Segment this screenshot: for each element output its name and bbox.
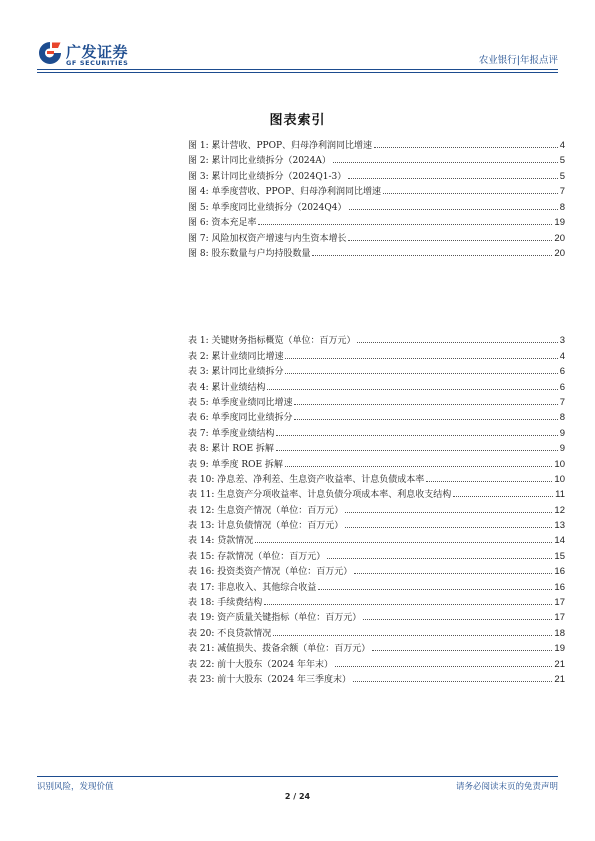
report-type-label: 农业银行|年报点评 xyxy=(478,55,558,66)
figure-entry-label: 图 7: 风险加权资产增速与内生资本增长 xyxy=(188,233,347,244)
table-entry-page: 21 xyxy=(554,673,565,685)
table-entry[interactable] xyxy=(188,439,565,454)
table-entry[interactable] xyxy=(188,408,565,423)
footer-disclaimer: 请务必阅读末页的免责声明 xyxy=(455,782,558,792)
table-entry[interactable] xyxy=(188,608,565,623)
figure-entry[interactable] xyxy=(188,197,565,213)
table-entry-page: 13 xyxy=(554,520,565,532)
table-entry-page: 16 xyxy=(554,581,565,593)
table-entry[interactable] xyxy=(188,670,565,685)
table-entry-page: 18 xyxy=(554,627,565,639)
table-entry[interactable] xyxy=(188,531,565,546)
dot-leader xyxy=(374,147,558,148)
table-entry-label: 表 19: 资产质量关键指标（单位：百万元） xyxy=(188,613,362,624)
table-entry-label: 表 5: 单季度业绩同比增速 xyxy=(188,397,293,408)
figure-entry-page: 20 xyxy=(554,248,565,259)
table-entry[interactable] xyxy=(188,562,565,577)
table-entry[interactable] xyxy=(188,485,565,500)
figure-entry[interactable] xyxy=(188,244,565,260)
table-entry-label: 表 15: 存款情况（单位：百万元） xyxy=(188,551,326,562)
dot-leader xyxy=(294,419,557,420)
dot-leader xyxy=(285,466,552,467)
page-title: 图表索引 xyxy=(269,113,326,128)
table-entry-label: 表 20: 不良贷款情况 xyxy=(188,628,272,639)
table-entry-label: 表 4: 累计业绩结构 xyxy=(188,382,266,393)
table-entry[interactable] xyxy=(188,500,565,515)
table-entry[interactable] xyxy=(188,377,565,392)
dot-leader xyxy=(357,342,557,343)
table-entry[interactable] xyxy=(188,516,565,531)
dot-leader xyxy=(276,435,557,436)
dot-leader xyxy=(267,389,557,390)
figure-entry-label: 图 3: 累计同比业绩拆分（2024Q1-3） xyxy=(188,171,347,182)
table-entry-page: 10 xyxy=(554,458,565,470)
dot-leader xyxy=(312,255,552,256)
table-entry-page: 16 xyxy=(554,566,565,578)
table-entry-page: 7 xyxy=(559,396,565,408)
table-entry-label: 表 10: 净息差、净利差、生息资产收益率、计息负债成本率 xyxy=(188,474,425,485)
figure-entry[interactable] xyxy=(188,166,565,182)
table-entry[interactable] xyxy=(188,639,565,654)
table-index xyxy=(188,331,565,685)
dot-leader xyxy=(363,619,552,620)
table-entry-page: 9 xyxy=(559,443,565,455)
table-entry-page: 10 xyxy=(554,473,565,485)
figure-entry-label: 图 4: 单季度营收、PPOP、归母净利润同比增速 xyxy=(188,187,382,197)
gf-logo-icon xyxy=(37,40,63,66)
figure-index xyxy=(188,135,565,259)
table-entry-label: 表 17: 非息收入、其他综合收益 xyxy=(188,582,317,593)
dot-leader xyxy=(318,589,552,590)
table-entry-page: 3 xyxy=(559,335,565,347)
table-entry[interactable] xyxy=(188,577,565,592)
table-entry-label: 表 6: 单季度同比业绩拆分 xyxy=(188,413,293,424)
company-logo xyxy=(37,40,147,70)
table-entry[interactable] xyxy=(188,623,565,638)
figure-entry-label: 图 6: 资本充足率 xyxy=(188,218,257,228)
dot-leader xyxy=(335,666,552,667)
figure-entry-page: 19 xyxy=(554,217,565,228)
table-entry-label: 表 13: 计息负债情况（单位：百万元） xyxy=(188,521,344,532)
table-entry-label: 表 18: 手续费结构 xyxy=(188,598,263,609)
table-entry-label: 表 14: 贷款情况 xyxy=(188,536,254,547)
dot-leader xyxy=(426,481,552,482)
table-entry-page: 15 xyxy=(554,550,565,562)
page-number: 2 / 24 xyxy=(284,792,311,801)
table-entry[interactable] xyxy=(188,546,565,561)
dot-leader xyxy=(348,178,557,179)
table-entry[interactable] xyxy=(188,331,565,346)
dot-leader xyxy=(353,681,552,682)
dot-leader xyxy=(333,162,558,163)
figure-entry[interactable] xyxy=(188,228,565,244)
figure-entry[interactable] xyxy=(188,182,565,198)
table-entry-label: 表 3: 累计同比业绩拆分 xyxy=(188,367,284,378)
logo-chinese-text: 广发证券 xyxy=(66,43,129,61)
table-entry[interactable] xyxy=(188,654,565,669)
dot-leader xyxy=(285,358,557,359)
dot-leader xyxy=(348,240,552,241)
dot-leader xyxy=(255,542,552,543)
table-entry[interactable] xyxy=(188,454,565,469)
table-entry-page: 6 xyxy=(559,366,565,378)
dot-leader xyxy=(453,496,553,497)
table-entry-label: 表 11: 生息资产分项收益率、计息负债分项成本率、利息收支结构 xyxy=(188,490,452,501)
dot-leader xyxy=(372,650,552,651)
dot-leader xyxy=(285,373,557,374)
table-entry-label: 表 7: 单季度业绩结构 xyxy=(188,428,275,439)
table-entry-page: 19 xyxy=(554,643,565,655)
table-entry-page: 12 xyxy=(554,504,565,516)
footer-divider xyxy=(37,776,558,777)
table-entry-page: 9 xyxy=(559,427,565,439)
dot-leader xyxy=(294,404,557,405)
dot-leader xyxy=(345,527,552,528)
figure-entry-page: 20 xyxy=(554,232,565,244)
table-entry[interactable] xyxy=(188,346,565,361)
figure-entry-label: 图 8: 股东数量与户均持股数量 xyxy=(188,249,311,259)
figure-entry-page: 5 xyxy=(559,155,565,166)
figure-entry-label: 图 5: 单季度同比业绩拆分（2024Q4） xyxy=(188,202,347,213)
table-entry-label: 表 9: 单季度 ROE 拆解 xyxy=(188,459,283,470)
table-entry-label: 表 23: 前十大股东（2024 年三季度末） xyxy=(188,674,351,685)
table-entry-page: 11 xyxy=(555,489,565,501)
dot-leader xyxy=(327,558,552,559)
table-entry[interactable] xyxy=(188,362,565,377)
table-entry[interactable] xyxy=(188,393,565,408)
figure-entry-page: 7 xyxy=(559,186,565,197)
dot-leader xyxy=(383,193,558,194)
header-divider-thin xyxy=(37,72,558,73)
dot-leader xyxy=(345,512,552,513)
table-entry-page: 17 xyxy=(554,597,565,609)
table-entry-label: 表 22: 前十大股东（2024 年年末） xyxy=(188,659,333,670)
figure-entry-label: 图 1: 累计营收、PPOP、归母净利润同比增速 xyxy=(188,140,373,151)
table-entry-page: 21 xyxy=(554,658,565,670)
figure-entry-page: 4 xyxy=(559,139,565,151)
table-entry[interactable] xyxy=(188,423,565,438)
table-entry-page: 4 xyxy=(559,350,565,362)
table-entry-page: 8 xyxy=(559,412,565,424)
dot-leader xyxy=(276,450,558,451)
table-entry-label: 表 21: 减值损失、拨备余额（单位：百万元） xyxy=(188,644,371,655)
table-entry[interactable] xyxy=(188,470,565,485)
logo-english-text: GF SECURITIES xyxy=(66,59,129,67)
table-entry-label: 表 12: 生息资产情况（单位：百万元） xyxy=(188,505,344,516)
footer-slogan: 识别风险，发现价值 xyxy=(37,782,114,792)
dot-leader xyxy=(264,604,552,605)
dot-leader xyxy=(258,224,552,225)
figure-entry-page: 8 xyxy=(559,201,565,213)
table-entry-label: 表 1: 关键财务指标概览（单位：百万元） xyxy=(188,336,356,347)
figure-entry-label: 图 2: 累计同比业绩拆分（2024A） xyxy=(188,156,331,166)
table-entry-page: 6 xyxy=(559,381,565,393)
figure-entry[interactable] xyxy=(188,135,565,151)
table-entry-label: 表 16: 投资类资产情况（单位：百万元） xyxy=(188,567,353,578)
table-entry-page: 14 xyxy=(554,535,565,547)
figure-entry[interactable] xyxy=(188,151,565,167)
table-entry-label: 表 2: 累计业绩同比增速 xyxy=(188,351,284,362)
table-entry-page: 17 xyxy=(554,612,565,624)
header-divider xyxy=(37,69,558,70)
dot-leader xyxy=(349,209,558,210)
table-entry-label: 表 8: 累计 ROE 拆解 xyxy=(188,444,274,455)
dot-leader xyxy=(354,573,552,574)
figure-entry[interactable] xyxy=(188,213,565,229)
table-entry[interactable] xyxy=(188,593,565,608)
figure-entry-page: 5 xyxy=(559,170,565,182)
dot-leader xyxy=(273,635,552,636)
